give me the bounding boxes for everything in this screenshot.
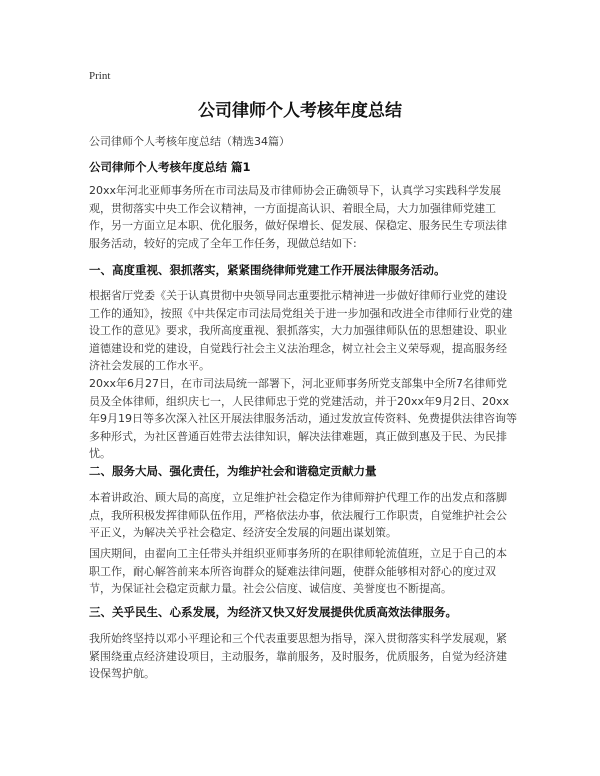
paragraph-3: 本着讲政治、顾大局的高度，立足维护社会稳定作为律师辩护代理工作的出发点和落脚点，我所积极发挥律师队伍作用，严格依法办事，依法履行工作职责，自觉维护社会公平正义，为解决关乎社会稳定、经济安全发展的问题出谋划策。 bbox=[89, 491, 507, 539]
section-heading-3: 三、关乎民生、心系发展，为经济又快又好发展提供优质高效法律服务。 bbox=[89, 605, 457, 619]
article-heading: 公司律师个人考核年度总结 篇1 bbox=[89, 160, 251, 174]
paragraph-4: 国庆期间，由翟向工主任带头并组织亚师事务所的在职律师轮流值班，立足于自己的本职工作，耐心解答前来本所咨询群众的疑难法律问题，使群众能够相对舒心的度过双节，为保证社会稳定贡献力量。社会公信度、诚信度、美誉度也不断提高。 bbox=[89, 547, 507, 595]
paragraph-5: 我所始终坚持以邓小平理论和三个代表重要思想为指导，深入贯彻落实科学发展观，紧紧围绕重点经济建设项目，主动服务，靠前服务，及时服务，优质服务，自觉为经济建设保驾护航。 bbox=[89, 632, 507, 680]
paragraph-intro: 20xx年河北亚师事务所在市司法局及市律师协会正确领导下，认真学习实践科学发展观，贯彻落实中央工作会议精神，一方面提高认识、着眼全局，大力加强律师党建工作，另一方面立足本职、优化服务，做好保增长、促发展、保稳定、服务民生专项法律服务活动，较好的完成了全年工作任务，现做总结如下: bbox=[89, 184, 507, 250]
paragraph-1: 根据省厅党委《关于认真贯彻中央领导同志重要批示精神进一步做好律师行业党的建设工作的通知》，按照《中共保定市司法局党组关于进一步加强和改进全市律师行业党的建设工作的意见》要求，我所高度重视、狠抓落实，大力加强律师队伍的思想建设、职业道德建设和党的建设，自觉践行社会主义法治理念，树立社会主义荣辱观，提高服务经济社会发展的工作水平。 bbox=[89, 289, 513, 372]
page-title: 公司律师个人考核年度总结 bbox=[198, 101, 402, 121]
section-heading-2: 二、服务大局、强化责任，为维护社会和谐稳定贡献力量 bbox=[89, 464, 377, 478]
section-heading-1: 一、高度重视、狠抓落实，紧紧围绕律师党建工作开展法律服务活动。 bbox=[89, 263, 446, 277]
print-label[interactable]: Print bbox=[89, 70, 111, 82]
document-subtitle: 公司律师个人考核年度总结（精选34篇） bbox=[89, 135, 290, 148]
paragraph-2: 20xx年6月27日，在市司法局统一部署下，河北亚师事务所党支部集中全所7名律师党员及全体律师，组织庆七一，人民律师忠于党的党建活动，并于20xx年9月2日、20xx年9月19日等多次深入社区开展法律服务活动，通过发放宣传资料、免费提供法律咨询等多种形式，为社区普通百姓带去法律知识，解决法律难题，真正做到惠及于民、为民排忧。 bbox=[89, 377, 517, 460]
